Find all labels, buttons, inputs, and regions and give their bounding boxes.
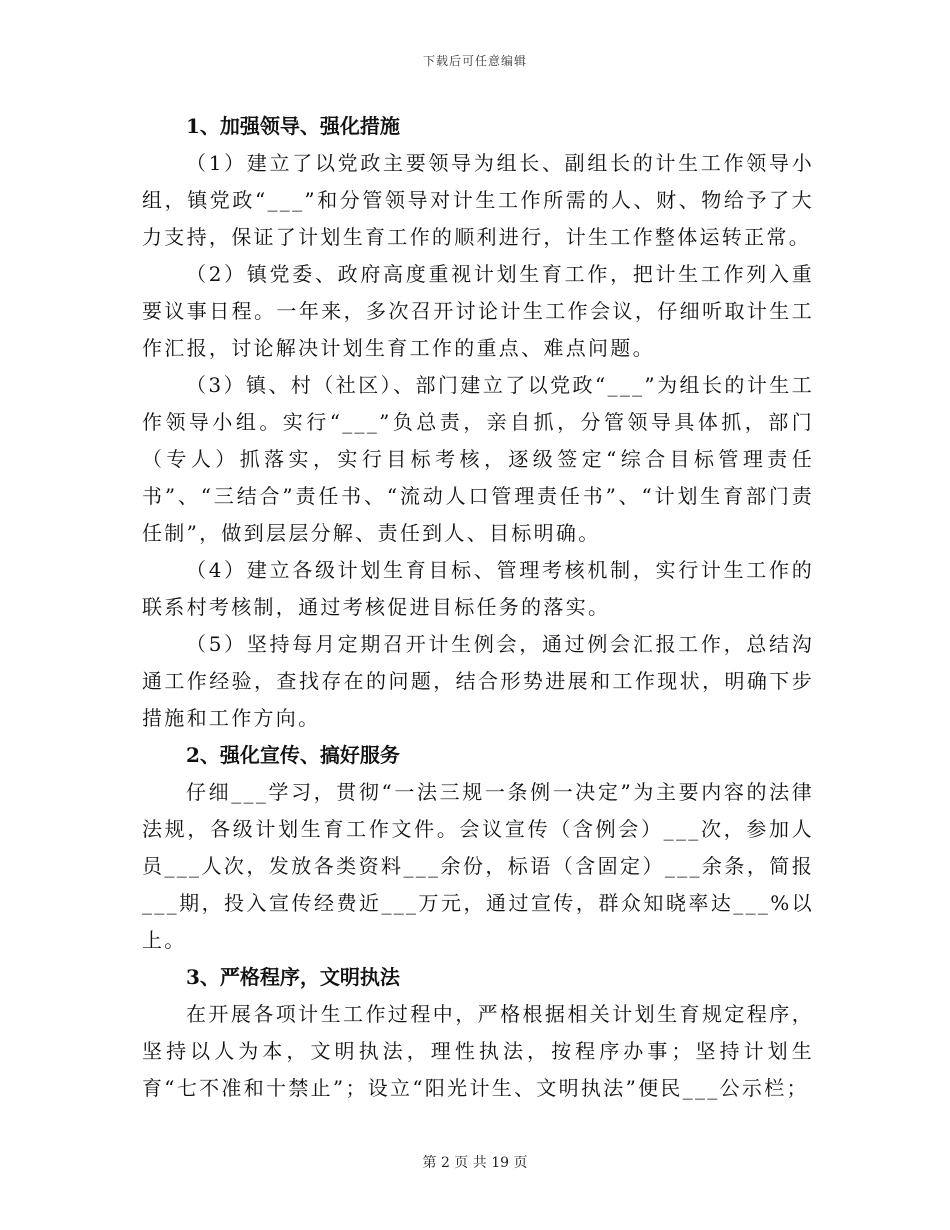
section-heading: 1、加强领导、强化措施	[186, 114, 400, 138]
section-heading: 2、强化宣传、搞好服务	[186, 743, 400, 767]
paragraph: 仔细___学习，贯彻“一法三规一条例一决定”为主要内容的法律法规，各级计划生育工作文件。会议宣传（含例会）___次，参加人员___人次，发放各类资料___余份，标语（含固定）___余条，简报___期，投入宣传经费近___万元，通过宣传，群众知晓率达___%以上。	[142, 780, 814, 952]
paragraph: （5）坚持每月定期召开计生例会，通过例会汇报工作，总结沟通工作经验，查找存在的问题，结合形势进展和工作现状，明确下步措施和工作方向。	[142, 632, 814, 730]
paragraph: （4）建立各级计划生育目标、管理考核机制，实行计生工作的联系村考核制，通过考核促进目标任务的落实。	[142, 558, 814, 619]
document-body	[142, 108, 814, 1107]
paragraph: 在开展各项计生工作过程中，严格根据相关计划生育规定程序，坚持以人为本，文明执法，理性执法，按程序办事；坚持计划生育“七不准和十禁止”；设立“阳光计生、文明执法”便民___公示栏；	[142, 1002, 814, 1100]
paragraph: （3）镇、村（社区）、部门建立了以党政“___”为组长的计生工作领导小组。实行“___”负总责，亲自抓，分管领导具体抓，部门（专人）抓落实，实行目标考核，逐级签定“综合目标管理责任书”、“三结合”责任书、“流动人口管理责任书”、“计划生育部门责任制”，做到层层分解、责任到人、目标明确。	[142, 373, 814, 545]
page-header: 下载后可任意编辑	[422, 54, 527, 68]
section-enforcement	[142, 959, 814, 1107]
section-heading: 3、严格程序，文明执法	[186, 965, 400, 989]
section-leadership	[142, 108, 814, 737]
page-number: 第 2 页 共 19 页	[422, 1155, 528, 1171]
paragraph: （2）镇党委、政府高度重视计划生育工作，把计生工作列入重要议事日程。一年来，多次召开讨论计生工作会议，仔细听取计生工作汇报，讨论解决计划生育工作的重点、难点问题。	[142, 262, 814, 360]
section-publicity	[142, 737, 814, 959]
paragraph: （1）建立了以党政主要领导为组长、副组长的计生工作领导小组，镇党政“___”和分管领导对计生工作所需的人、财、物给予了大力支持，保证了计划生育工作的顺利进行，计生工作整体运转正常。	[142, 151, 814, 249]
